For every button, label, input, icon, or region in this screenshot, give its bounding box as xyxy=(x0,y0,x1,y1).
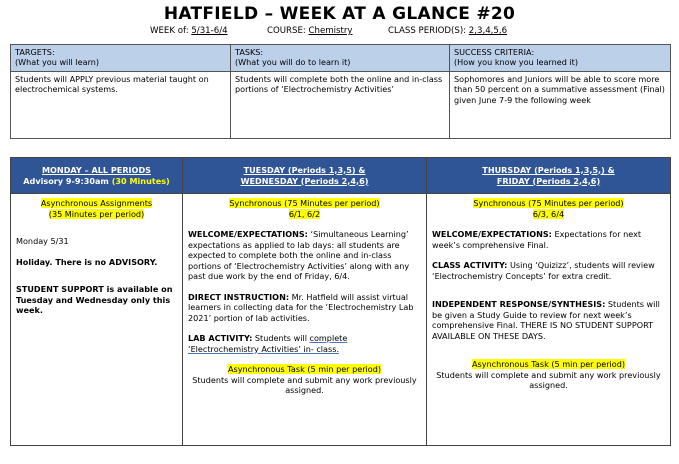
monday-header-line2 xyxy=(15,176,178,187)
tuewed-welcome xyxy=(188,229,421,282)
thufri-welcome-text: Expectations for next week’s comprehensive Final. xyxy=(432,229,642,250)
thufri-welcome xyxy=(432,229,665,250)
tuewed-lab-line2: ‘Electrochemistry Activities’ in- class. xyxy=(188,343,340,354)
monday-body xyxy=(11,194,183,446)
thufri-welcome-label: WELCOME/EXPECTATIONS: xyxy=(432,229,552,240)
targets-body: Students will APPLY previous material taught on electrochemical systems. xyxy=(11,72,231,139)
targets-header xyxy=(11,45,231,72)
goals-table xyxy=(10,44,671,139)
thufri-class-activity xyxy=(432,260,665,281)
tuewed-async-title: Asynchronous Task (5 min per period) xyxy=(227,364,382,375)
targets-title: TARGETS: xyxy=(15,47,55,57)
week-label: WEEK of: xyxy=(150,26,189,36)
tuewed-sync-title: Synchronous (75 Minutes per period) xyxy=(229,198,380,208)
tuewed-welcome-label: WELCOME/EXPECTATIONS: xyxy=(188,229,308,240)
thufri-header xyxy=(427,158,671,194)
success-subtitle: (How you know you learned it) xyxy=(454,57,579,68)
monday-support-note: STUDENT SUPPORT is available on Tuesday and Wednesday only this week. xyxy=(16,284,173,316)
tuewed-lab xyxy=(188,333,421,344)
tuewed-lab-label: LAB ACTIVITY: xyxy=(188,333,253,344)
tuewed-direct xyxy=(188,292,421,324)
week-value: 5/31-6/4 xyxy=(191,26,228,36)
tuewed-welcome-text: ‘Simultaneous Learning’ expectations as applied to lab days: all students are expected to complete both the online and in-class portions of ‘Electrochemistry Activities’ along with any past due work by the end of Friday, 6/4. xyxy=(188,229,410,282)
thufri-body xyxy=(427,194,671,446)
thufri-sync-title: Synchronous (75 Minutes per period) xyxy=(473,198,624,208)
targets-subtitle: (What you will learn) xyxy=(15,57,100,68)
tasks-subtitle: (What you will do to learn it) xyxy=(235,57,351,68)
course-value: Chemistry xyxy=(308,26,353,36)
course-info xyxy=(267,26,353,36)
thufri-async-title: Asynchronous Task (5 min per period) xyxy=(471,359,626,370)
tuewed-async-text: Students will complete and submit any work previously assigned. xyxy=(192,374,417,396)
tasks-title: TASKS: xyxy=(235,47,264,57)
thufri-class-text: Using ‘Quizizz’, students will review ‘Electrochemistry Concepts’ for extra credit. xyxy=(432,260,655,281)
success-body: Sophomores and Juniors will be able to score more than 50 percent on a summative assessment (Final) given June 7-9 the following week xyxy=(450,72,671,139)
tuewed-lab-link[interactable]: complete xyxy=(309,333,348,344)
thufri-header-line2: FRIDAY (Periods 2,4,6) xyxy=(496,175,601,186)
thufri-indep-label: INDEPENDENT RESPONSE/SYNTHESIS: xyxy=(432,299,606,310)
page-title: HATFIELD – WEEK AT A GLANCE #20 xyxy=(163,4,516,24)
thufri-indep-text: Students will be given a Study Guide to review for next week’s comprehensive Final. THERE IS NO STUDENT SUPPORT AVAILABLE ON THESE DAYS. xyxy=(432,299,660,341)
monday-header-line1: MONDAY – ALL PERIODS xyxy=(42,164,151,175)
tuewed-body xyxy=(183,194,427,446)
tuewed-header xyxy=(183,158,427,194)
tasks-header xyxy=(231,45,450,72)
tuewed-lab-text: Students will xyxy=(254,333,310,344)
thufri-class-label: CLASS ACTIVITY: xyxy=(432,260,508,271)
tuewed-direct-text: Mr. Hatfield will assist virtual learners in collecting data for the ‘Electrochemistry Lab 2021’ portion of lab activities. xyxy=(188,291,414,323)
thufri-independent xyxy=(432,299,665,341)
week-info xyxy=(150,26,228,36)
tuewed-direct-label: DIRECT INSTRUCTION: xyxy=(188,291,290,302)
monday-header xyxy=(11,158,183,194)
tasks-body: Students will complete both the online and in-class portions of ‘Electrochemistry Activities’ xyxy=(231,72,450,139)
thufri-header-line1: THURSDAY (Periods 1,3,5,) & xyxy=(482,164,615,175)
week-schedule-table xyxy=(10,157,671,446)
advisory-duration: (30 Minutes) xyxy=(111,175,170,186)
course-label: COURSE: xyxy=(267,26,306,36)
advisory-time: Advisory 9-9:30am xyxy=(23,175,109,186)
monday-holiday: Holiday. There is no ADVISORY. xyxy=(16,256,158,267)
tuewed-header-line2: WEDNESDAY (Periods 2,4,6) xyxy=(240,175,369,186)
tuewed-header-line1: TUESDAY (Periods 1,3,5) & xyxy=(243,164,366,175)
tuewed-sync-dates: 6/1, 6/2 xyxy=(288,208,321,219)
periods-label: CLASS PERIOD(S): xyxy=(388,26,467,36)
thufri-async-text: Students will complete and submit any work previously assigned. xyxy=(436,369,661,391)
success-header xyxy=(450,45,671,72)
monday-async-subtitle: (35 Minutes per period) xyxy=(48,208,145,219)
thufri-sync-dates: 6/3, 6/4 xyxy=(532,208,565,219)
success-title: SUCCESS CRITERIA: xyxy=(454,47,535,57)
periods-info xyxy=(388,26,507,36)
periods-value: 2,3,4,5,6 xyxy=(468,26,508,36)
monday-async-title: Asynchronous Assignments xyxy=(40,198,153,208)
monday-date: Monday 5/31 xyxy=(16,236,69,247)
